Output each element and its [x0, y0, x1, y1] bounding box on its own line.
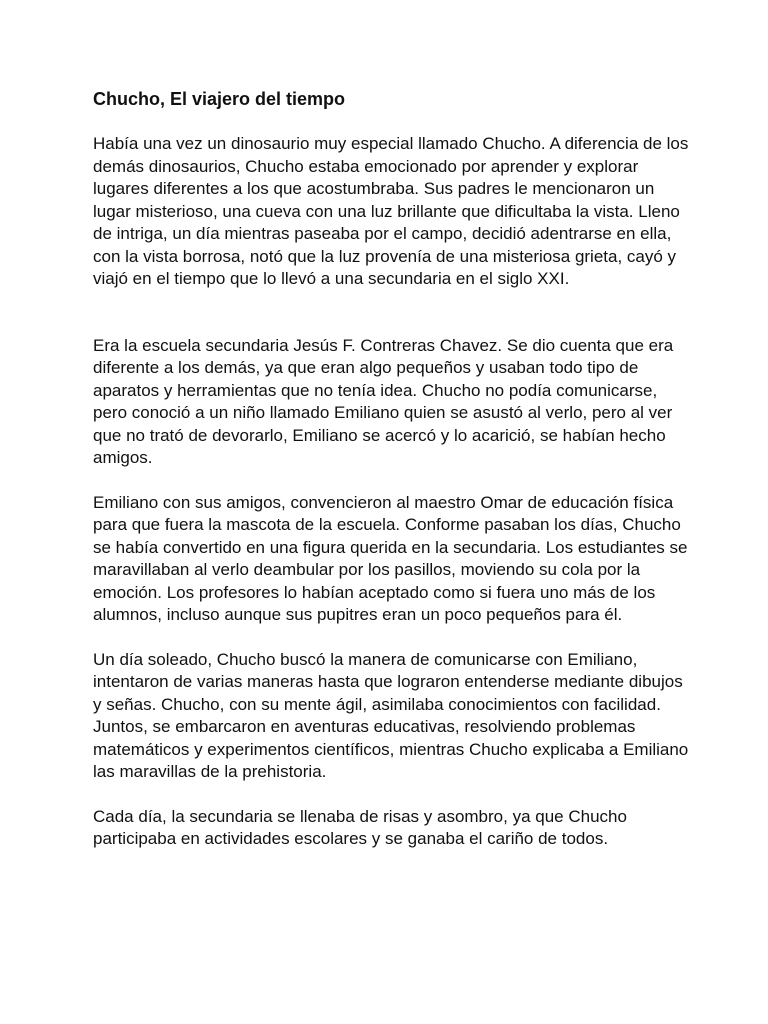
- paragraph-5: Cada día, la secundaria se llenaba de risas y asombro, ya que Chucho participaba en actividades escolares y se ganaba el cariño de todos.: [93, 806, 627, 848]
- document-title: Chucho, El viajero del tiempo: [93, 89, 346, 109]
- paragraph-1: Había una vez un dinosaurio muy especial llamado Chucho. A diferencia de los demás dinosaurios, Chucho estaba emocionado por aprender y explorar lugares diferentes a los que acostumbraba. Sus padres le mencionaron un lugar misterioso, una cueva con una luz brillante que dificultaba la vista. Lleno de intriga, un día mientras paseaba por el campo, decidió adentrarse en ella, con la vista borrosa, notó que la luz provenía de una misteriosa grieta, cayó y viajó en el tiempo que lo llevó a una secundaria en el siglo XXI.: [93, 134, 689, 288]
- paragraph-3: Emiliano con sus amigos, convencieron al maestro Omar de educación física para que fuera la mascota de la escuela. Conforme pasaban los días, Chucho se había convertido en una figura querida en la secundaria. Los estudiantes se maravillaban al verlo deambular por los pasillos, moviendo su cola por la emoción. Los profesores lo habían aceptado como si fuera uno más de los alumnos, incluso aunque sus pupitres eran un poco pequeños para él.: [93, 492, 688, 624]
- paragraph-4: Un día soleado, Chucho buscó la manera de comunicarse con Emiliano, intentaron de varias maneras hasta que lograron entenderse mediante dibujos y señas. Chucho, con su mente ágil, asimilaba conocimientos con facilidad. Juntos, se embarcaron en aventuras educativas, resolviendo problemas matemáticos y experimentos científicos, mientras Chucho explicaba a Emiliano las maravillas de la prehistoria.: [93, 649, 689, 781]
- paragraph-2: Era la escuela secundaria Jesús F. Contreras Chavez. Se dio cuenta que era diferente a los demás, ya que eran algo pequeños y usaban todo tipo de aparatos y herramientas que no tenía idea. Chucho no podía comunicarse, pero conoció a un niño llamado Emiliano quien se asustó al verlo, pero al ver que no trató de devorarlo, Emiliano se acercó y lo acarició, se habían hecho amigos.: [93, 335, 674, 467]
- document-page: [93, 85, 691, 851]
